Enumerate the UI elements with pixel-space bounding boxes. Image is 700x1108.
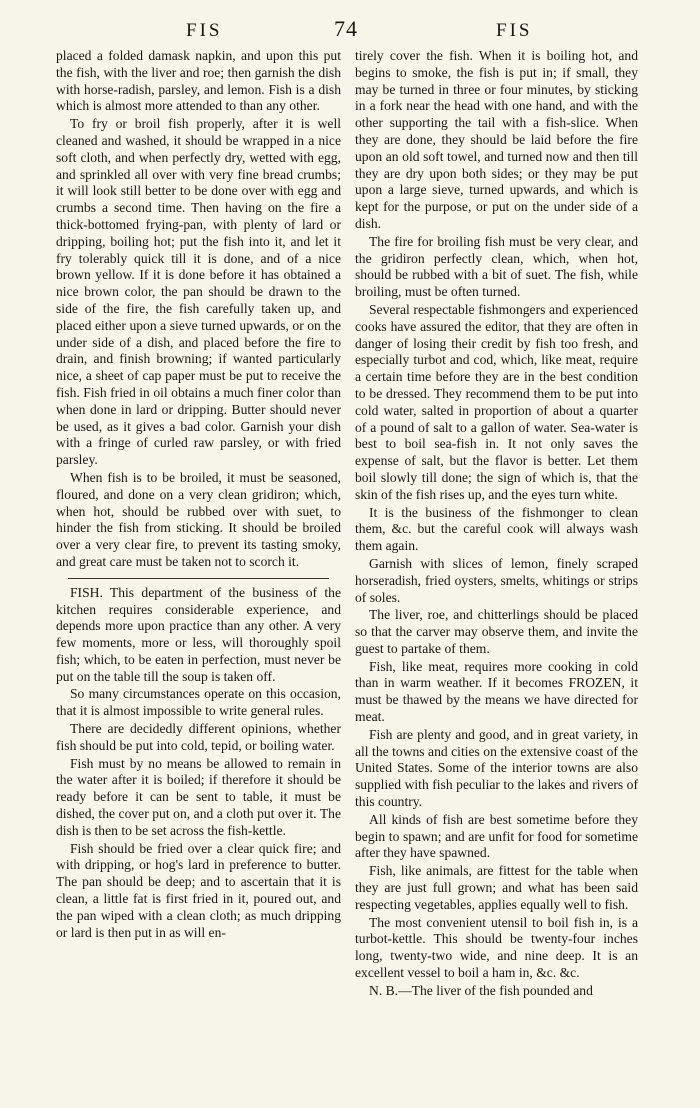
- paragraph: FISH. This department of the business of the kitchen requires considerable experience, and depends more upon practice than any other. A very few moments, more or less, will thoroughly spoil fish; which, to be eaten in perfection, must never be put on the table till the soup is taken off.: [56, 584, 341, 684]
- paragraph: When fish is to be broiled, it must be seasoned, floured, and done on a very clean gridiron; which, when hot, should be rubbed over with suet, to hinder the fish from sticking. It should be broiled over a very clear fire, to prevent its tasting smoky, and great care must be taken not to scorch it.: [56, 469, 341, 569]
- paragraph: So many circumstances operate on this occasion, that it is almost impossible to write general rules.: [56, 686, 341, 719]
- paragraph: Fish are plenty and good, and in great variety, in all the towns and cities on the extensive coast of the United States. Some of the interior towns are also supplied with fish peculiar to the lakes and rivers of this country.: [355, 726, 638, 810]
- paragraph: tirely cover the fish. When it is boiling hot, and begins to smoke, the fish is put in; if small, they may be turned in three or four minutes, by sticking in a fork near the head with one hand, and with the other supporting the tail with a fish-slice. When they are done, they should be laid before the fire upon an old soft towel, and turned now and then till they are dry upon both sides; or they may be put upon a large sieve, turned upwards, and which is kept for the purpose, or put on the under side of a dish.: [355, 48, 638, 231]
- right-column: [355, 48, 638, 1001]
- section-divider: [68, 578, 329, 579]
- page-number: 74: [334, 16, 358, 41]
- paragraph: Several respectable fishmongers and experienced cooks have assured the editor, that they are often in danger of losing their credit by fish too fresh, and especially turbot and cod, which, like meat, require a certain time before they are in the best condition to be dressed. They recommend them to be put into cold water, salted in proportion of about a quarter of a pound of salt to a gallon of water. Sea-water is best to boil sea-fish in. It not only saves the expense of salt, but the flavor is better. Let them boil slowly till done; the sign of which is, that the skin of the fish rises up, and the eyes turn white.: [355, 301, 638, 502]
- paragraph: Fish, like animals, are fittest for the table when they are just full grown; and what has been said respecting vegetables, applies equally well to fish.: [355, 863, 638, 912]
- running-header: [56, 16, 646, 46]
- header-right-word: FIS: [496, 20, 533, 41]
- left-column: [56, 48, 341, 942]
- paragraph: The fire for broiling fish must be very clear, and the gridiron perfectly clean, which, when hot, should be rubbed with a bit of suet. The fish, while broiling, must be often turned.: [355, 233, 638, 300]
- header-left-word: FIS: [186, 20, 223, 41]
- paragraph: Fish, like meat, requires more cooking in cold than in warm weather. If it becomes FROZEN, it must be thawed by the means we have directed for meat.: [355, 658, 638, 725]
- paragraph: The liver, roe, and chitterlings should be placed so that the carver may observe them, and invite the guest to partake of them.: [355, 607, 638, 656]
- paragraph: Fish should be fried over a clear quick fire; and with dripping, or hog's lard in preference to butter. The pan should be deep; and to ascertain that it is clean, a little fat is first fried in it, poured out, and the pan wiped with a clean cloth; as much dripping or lard is then put in as will en-: [56, 840, 341, 940]
- paragraph: It is the business of the fishmonger to clean them, &c. but the careful cook will always wash them again.: [355, 504, 638, 554]
- paragraph: There are decidedly different opinions, whether fish should be put into cold, tepid, or boiling water.: [56, 721, 341, 753]
- paragraph: N. B.—The liver of the fish pounded and: [369, 982, 593, 998]
- paragraph: placed a folded damask napkin, and upon this put the fish, with the liver and roe; then garnish the dish with horse-radish, parsley, and lemon. Fish is a dish which is almost more attended to than any other.: [56, 48, 341, 114]
- paragraph: All kinds of fish are best sometime before they begin to spawn; and are unfit for food for sometime after they have spawned.: [355, 811, 638, 861]
- paragraph: Garnish with slices of lemon, finely scraped horseradish, fried oysters, smelts, whitings or strips of soles.: [355, 555, 638, 605]
- paragraph: Fish must by no means be allowed to remain in the water after it is boiled; if therefore it should be ready before it can be sent to table, it must be dished, the cover put on, and a cloth put over it. The dish is then to be set across the fish-kettle.: [56, 755, 341, 838]
- paragraph: To fry or broil fish properly, after it is well cleaned and washed, it should be wrapped in a nice soft cloth, and when perfectly dry, wetted with egg, and sprinkled all over with very fine bread crumbs; it will look still better to be done over with egg and crumbs a second time. Then having on the fire a thick-bottomed frying-pan, with plenty of lard or dripping, boiling hot; put the fish into it, and let it fry tolerably quick till it is done, and of a nice brown yellow. If it is done before it has obtained a nice brown color, the pan should be drawn to the side of the fire, the fish carefully taken up, and placed either upon a sieve turned upwards, or on the under side of a dish, and placed before the fire to drain, and finish browning; if wanted particularly nice, a sheet of cap paper must be put to receive the fish. Fish fried in oil obtains a much finer color than when done in lard or dripping. Butter should never be used, as it gives a bad color. Garnish your dish with a fringe of curled raw parsley, or with fried parsley.: [56, 116, 341, 468]
- paragraph: The most convenient utensil to boil fish in, is a turbot-kettle. This should be twenty-four inches long, twenty-two wide, and nine deep. It is an excellent vessel to boil a ham in, &c. &c.: [355, 914, 638, 981]
